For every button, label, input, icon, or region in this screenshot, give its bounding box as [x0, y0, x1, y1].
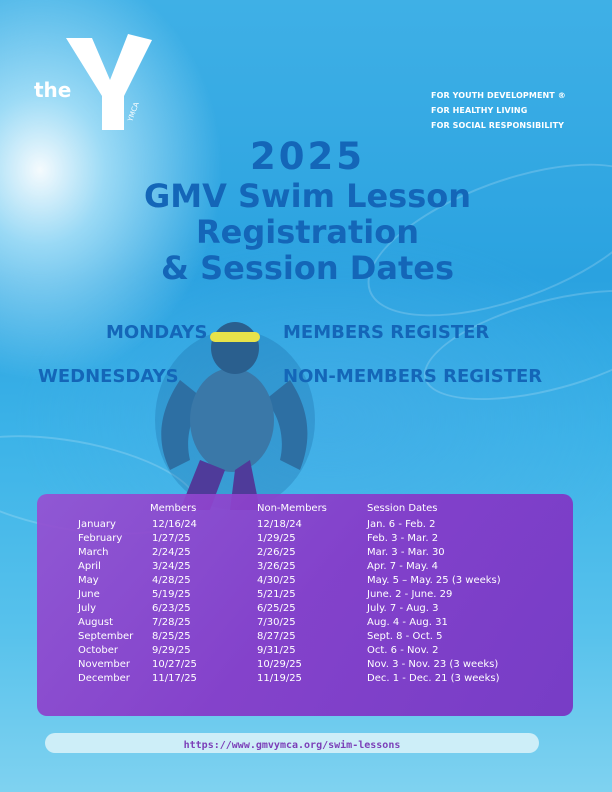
tagline-line: FOR SOCIAL RESPONSIBILITY: [431, 121, 565, 130]
nonmembers-date-cell: 8/27/25: [257, 631, 296, 642]
nonmembers-date-cell: 6/25/25: [257, 603, 296, 614]
session-dates-cell: Oct. 6 - Nov. 2: [367, 645, 439, 656]
members-date-cell: 4/28/25: [152, 575, 191, 586]
month-cell: March: [78, 547, 109, 558]
nonmembers-date-cell: 12/18/24: [257, 519, 302, 530]
month-cell: February: [78, 533, 123, 544]
ymca-logo: [30, 34, 155, 134]
nonmembers-date-cell: 7/30/25: [257, 617, 296, 628]
month-cell: April: [78, 561, 101, 572]
mondays-label: MONDAYS: [106, 322, 208, 343]
session-dates-cell: Apr. 7 - May. 4: [367, 561, 439, 572]
session-dates-cell: Sept. 8 - Oct. 5: [367, 631, 443, 642]
members-date-cell: 3/24/25: [152, 561, 191, 572]
title-year: 2025: [250, 135, 365, 178]
logo-the-text: the: [34, 78, 72, 102]
schedule-table: [37, 494, 573, 716]
header-session-dates: Session Dates: [367, 503, 438, 514]
session-dates-cell: July. 7 - Aug. 3: [367, 603, 439, 614]
title-line-1: GMV Swim Lesson: [143, 177, 472, 215]
month-cell: January: [78, 519, 116, 530]
svg-text:YMCA: YMCA: [126, 101, 141, 123]
nonmembers-date-cell: 11/19/25: [257, 673, 302, 684]
month-cell: July: [78, 603, 96, 614]
session-dates-cell: May. 5 – May. 25 (3 weeks): [367, 575, 501, 586]
month-cell: May: [78, 575, 99, 586]
month-cell: June: [78, 589, 100, 600]
session-dates-cell: Jan. 6 - Feb. 2: [367, 519, 436, 530]
members-date-cell: 9/29/25: [152, 645, 191, 656]
month-cell: October: [78, 645, 119, 656]
nonmembers-date-cell: 2/26/25: [257, 547, 296, 558]
page-title: [60, 136, 555, 286]
ymca-y-icon: [66, 34, 152, 130]
members-date-cell: 5/19/25: [152, 589, 191, 600]
nonmembers-date-cell: 9/31/25: [257, 645, 296, 656]
nonmembers-date-cell: 1/29/25: [257, 533, 296, 544]
month-cell: December: [78, 673, 130, 684]
month-cell: September: [78, 631, 134, 642]
header-members: Members: [150, 503, 197, 514]
members-date-cell: 6/23/25: [152, 603, 191, 614]
nonmembers-date-cell: 10/29/25: [257, 659, 302, 670]
wednesdays-label: WEDNESDAYS: [38, 366, 179, 387]
tagline-line: FOR YOUTH DEVELOPMENT ®: [431, 91, 566, 100]
website-url[interactable]: https://www.gmvymca.org/swim-lessons: [183, 740, 401, 751]
members-date-cell: 11/17/25: [152, 673, 197, 684]
members-date-cell: 2/24/25: [152, 547, 191, 558]
session-dates-cell: Mar. 3 - Mar. 30: [367, 547, 445, 558]
members-date-cell: 1/27/25: [152, 533, 191, 544]
tagline-line: FOR HEALTHY LIVING: [431, 106, 528, 115]
members-date-cell: 7/28/25: [152, 617, 191, 628]
nonmembers-date-cell: 5/21/25: [257, 589, 296, 600]
nonmembers-register-label: NON-MEMBERS REGISTER: [283, 366, 543, 387]
members-date-cell: 12/16/24: [152, 519, 197, 530]
members-register-label: MEMBERS REGISTER: [283, 322, 490, 343]
session-dates-cell: Aug. 4 - Aug. 31: [367, 617, 448, 628]
title-line-2: Registration: [196, 213, 419, 251]
header-nonmembers: Non-Members: [257, 503, 327, 514]
members-date-cell: 10/27/25: [152, 659, 197, 670]
session-dates-cell: June. 2 - June. 29: [367, 589, 453, 600]
session-dates-cell: Feb. 3 - Mar. 2: [367, 533, 439, 544]
session-dates-cell: Dec. 1 - Dec. 21 (3 weeks): [367, 673, 500, 684]
title-line-3: & Session Dates: [161, 249, 454, 287]
nonmembers-date-cell: 3/26/25: [257, 561, 296, 572]
members-date-cell: 8/25/25: [152, 631, 191, 642]
session-dates-cell: Nov. 3 - Nov. 23 (3 weeks): [367, 659, 499, 670]
tagline: [431, 88, 566, 133]
month-cell: November: [78, 659, 131, 670]
nonmembers-date-cell: 4/30/25: [257, 575, 296, 586]
website-link[interactable]: [45, 733, 539, 753]
month-cell: August: [78, 617, 113, 628]
